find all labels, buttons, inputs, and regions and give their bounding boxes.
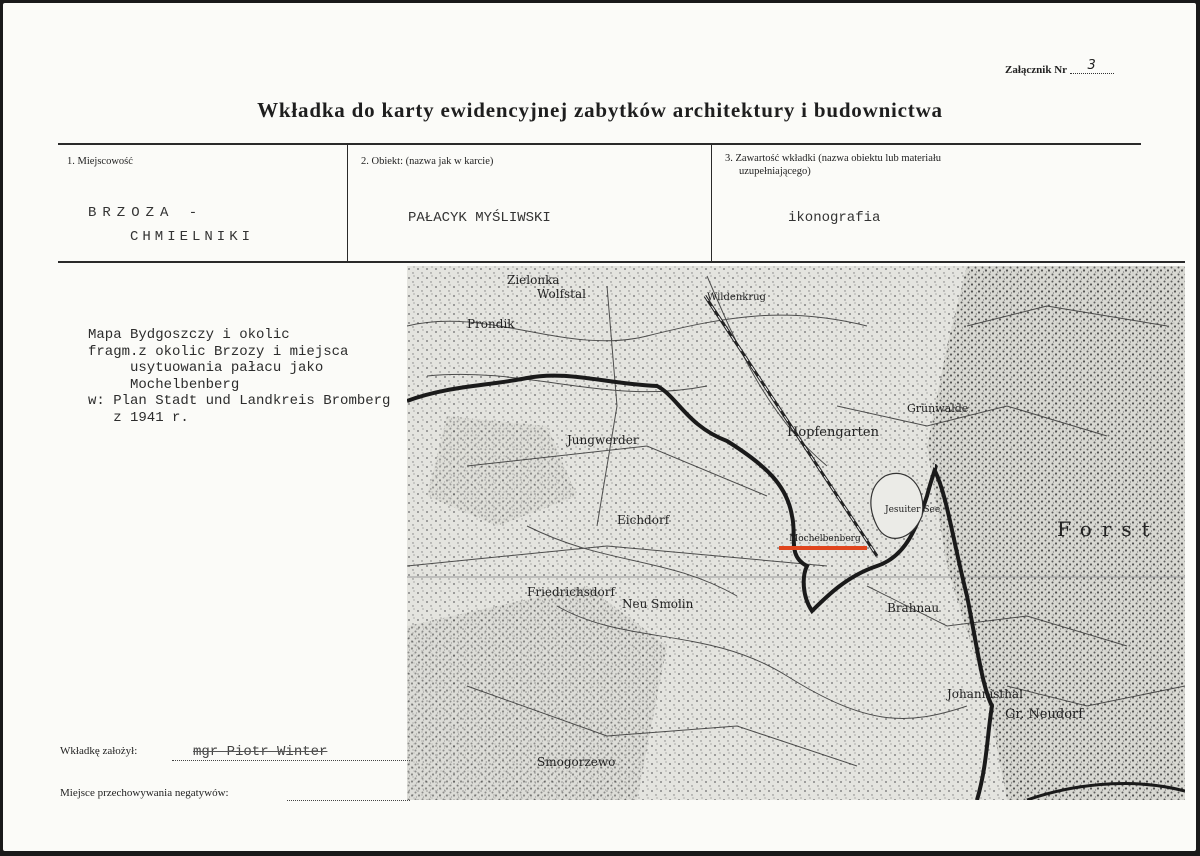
map-label-hopfengarten: Hopfengarten	[787, 425, 879, 440]
founder-value: mgr Piotr Winter	[193, 744, 328, 760]
header-top-rule	[58, 143, 1141, 145]
map-label-neusmolin: Neu Smolin	[622, 597, 694, 611]
annex-value: 3	[1070, 58, 1114, 74]
description-line-1: Mapa Bydgoszczy i okolic	[88, 327, 290, 343]
image-description	[88, 327, 390, 426]
map-label-johannisthal: Johannisthal	[947, 687, 1023, 701]
map-label-wolfstal: Wolfstal	[537, 287, 586, 301]
map-label-jesuitersee: Jesuiter See	[885, 505, 941, 515]
map-label-eichdorf: Eichdorf	[617, 513, 670, 527]
description-line-6: z 1941 r.	[88, 409, 189, 426]
map-label-grunwalde: Grünwalde	[907, 402, 969, 415]
map-label-grossneudorf: Gr. Neudorf	[1005, 707, 1084, 722]
column-divider-2	[711, 145, 712, 261]
header-bottom-rule	[58, 261, 1185, 263]
founder-label: Wkładkę założył:	[60, 745, 138, 757]
locality-label: 1. Miejscowość	[67, 156, 133, 167]
description-line-5: w: Plan Stadt und Landkreis Bromberg	[88, 393, 391, 409]
map-label-mochelbenberg: Mochelbenberg	[789, 534, 861, 544]
description-line-3: usytuowania pałacu jako	[88, 360, 324, 376]
description-line-2: fragm.z okolic Brzozy i miejsca	[88, 343, 349, 360]
map-label-jungwerder: Jungwerder	[567, 433, 639, 447]
object-label: 2. Obiekt: (nazwa jak w karcie)	[361, 156, 494, 167]
column-divider-1	[347, 145, 348, 261]
map-label-smogorzewo: Smogorzewo	[537, 755, 616, 769]
content-value: ikonografia	[788, 210, 881, 226]
content-label	[725, 152, 941, 178]
content-label-line1: 3. Zawartość wkładki (nazwa obiektu lub materiału	[725, 153, 942, 164]
locality-value-line2: CHMIELNIKI	[130, 229, 255, 245]
map-label-friedrichsdorf: Friedrichsdorf	[527, 585, 615, 599]
map-label-wildenkrug: Wildenkrug	[707, 292, 766, 303]
page-title: Wkładka do karty ewidencyjnej zabytków architektury i budownictwa	[257, 98, 943, 122]
storage-dotted-line	[287, 800, 410, 801]
map-drawing	[407, 266, 1185, 800]
map-label-brahnau: Brahnau	[887, 601, 940, 615]
annex-label: Załącznik Nr	[1005, 64, 1067, 76]
founder-dotted-line	[172, 760, 410, 761]
map-label-zielonka: Zielonka	[507, 273, 560, 287]
object-value: PAŁACYK MYŚLIWSKI	[408, 210, 551, 226]
storage-label: Miejsce przechowywania negatywów:	[60, 787, 229, 799]
annex-number	[1005, 58, 1114, 78]
locality-value-line1: BRZOZA -	[88, 205, 204, 221]
map-label-forst: Forst	[1057, 517, 1160, 541]
map-label-prondik: Prondik	[467, 317, 515, 331]
description-line-4: Mochelbenberg	[88, 376, 240, 393]
historic-map-image	[407, 266, 1185, 800]
content-label-line2: uzupełniającego)	[739, 166, 811, 177]
